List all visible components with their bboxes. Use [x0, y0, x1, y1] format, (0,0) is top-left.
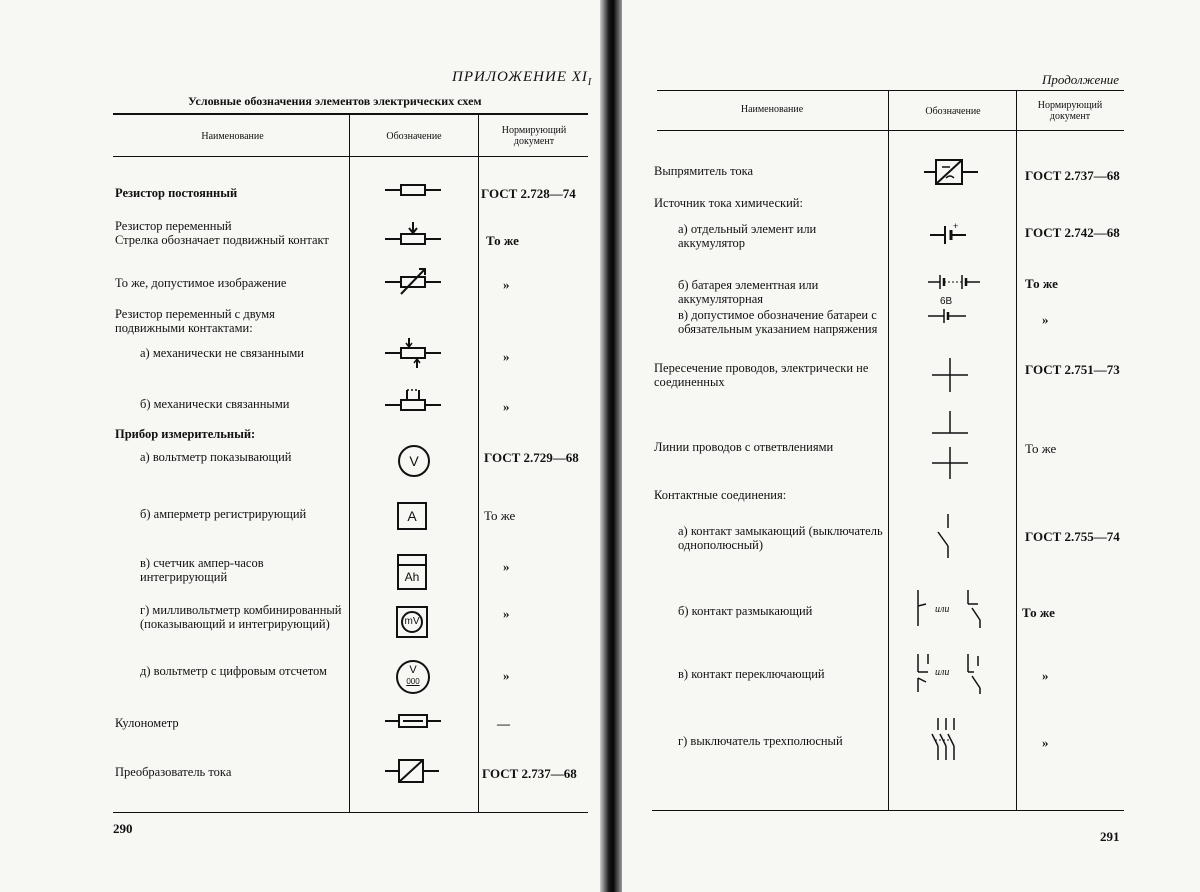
- row-doc: ГОСТ 2.755—74: [1025, 529, 1120, 544]
- fixed-resistor-symbol: [385, 180, 445, 200]
- millivoltmeter-symbol: [396, 606, 428, 638]
- column-divider: [478, 113, 479, 813]
- row-name: а) механически не связанными: [140, 346, 304, 360]
- double-contact-resistor-symbol: [385, 336, 445, 370]
- millivoltmeter-label: mV: [401, 611, 423, 633]
- or-label: или: [935, 604, 950, 615]
- row-name: Контактные соединения:: [654, 488, 787, 502]
- table-top-rule: [657, 90, 1124, 91]
- row-doc: ГОСТ 2.737—68: [1025, 168, 1120, 183]
- table-header-rule: [657, 130, 1124, 131]
- continuation-label: Продолжение: [1042, 72, 1120, 87]
- row-name: д) вольтметр с цифровым отсчетом: [140, 664, 327, 678]
- coulometer-symbol: [385, 711, 445, 731]
- row-name: Преобразователь тока: [115, 765, 232, 779]
- row-doc: —: [497, 716, 510, 731]
- battery-voltage-symbol: [928, 306, 978, 326]
- row-name: в) счетчик ампер-часов интегрирующий: [140, 556, 264, 584]
- row-name: Резистор переменный с двумя подвижными контактами:: [115, 307, 275, 335]
- variable-resistor-alt-symbol: [385, 266, 445, 296]
- row-name: Резистор постоянный: [115, 186, 238, 200]
- row-doc: »: [503, 668, 510, 683]
- header-symbol: Обозначение: [925, 106, 981, 117]
- row-doc: То же: [484, 508, 516, 523]
- row-name: б) амперметр регистрирующий: [140, 507, 307, 521]
- table-title: Условные обозначения элементов электрических схем: [188, 94, 482, 108]
- row-doc: ГОСТ 2.737—68: [482, 766, 577, 781]
- page-number: 291: [1100, 829, 1120, 844]
- wire-crossing-symbol: [932, 358, 972, 392]
- row-name: б) контакт размыкающий: [678, 604, 813, 618]
- row-name: а) вольтметр показывающий: [140, 450, 292, 464]
- row-doc: То же: [1022, 605, 1055, 620]
- row-name: Источник тока химический:: [654, 196, 803, 210]
- row-doc: ГОСТ 2.742—68: [1025, 225, 1120, 240]
- variable-resistor-symbol: [385, 222, 445, 248]
- row-doc: ГОСТ 2.729—68: [484, 450, 579, 465]
- page-number: 290: [113, 821, 133, 836]
- or-label: или: [935, 667, 950, 678]
- right-page: [622, 0, 1200, 892]
- digital-voltmeter-symbol: [396, 660, 430, 694]
- row-doc: »: [503, 559, 510, 574]
- row-doc: ГОСТ 2.751—73: [1025, 362, 1120, 377]
- header-doc: Нормирующий документ: [501, 125, 567, 147]
- make-contact-symbol: [934, 514, 964, 558]
- row-doc: »: [1042, 668, 1049, 683]
- amp-hour-meter-label: Ah: [404, 570, 420, 584]
- changeover-contact-symbol: [912, 654, 992, 694]
- row-doc: ГОСТ 2.728—74: [481, 186, 576, 201]
- current-converter-symbol: [385, 758, 445, 784]
- table-header-rule: [113, 156, 588, 157]
- row-doc: »: [1042, 735, 1049, 750]
- row-name: Прибор измерительный:: [115, 427, 256, 441]
- voltmeter-symbol: V: [398, 445, 430, 477]
- header-symbol: Обозначение: [386, 131, 442, 142]
- row-name: г) выключатель трехполюсный: [678, 734, 843, 748]
- row-name: а) контакт замыкающий (выключатель однополюсный): [678, 524, 883, 552]
- row-doc: »: [503, 277, 510, 292]
- digital-voltmeter-label: V: [409, 664, 417, 676]
- wire-branch-symbol: [932, 411, 972, 481]
- row-name: Линии проводов с ответвлениями: [654, 440, 834, 454]
- row-name: То же, допустимое изображение: [115, 276, 287, 290]
- cell-symbol: [930, 222, 970, 244]
- battery-symbol: [928, 272, 988, 292]
- table-bottom-rule: [652, 810, 1124, 811]
- row-name: а) отдельный элемент или аккумулятор: [678, 222, 817, 250]
- book-gutter: [600, 0, 622, 892]
- row-name: Резистор переменный Стрелка обозначает подвижный контакт: [115, 219, 329, 247]
- row-name: б) батарея элементная или аккумуляторная: [678, 278, 819, 306]
- row-name: Выпрямитель тока: [654, 164, 754, 178]
- ammeter-symbol: A: [397, 502, 427, 530]
- row-name: в) контакт переключающий: [678, 667, 825, 681]
- row-doc: То же: [1025, 441, 1057, 456]
- appendix-heading: ПРИЛОЖЕНИЕ $XI_I$: [452, 69, 593, 88]
- column-divider: [888, 90, 889, 810]
- row-doc: »: [1042, 312, 1049, 327]
- column-divider: [349, 113, 350, 813]
- break-contact-symbol: [912, 590, 992, 630]
- header-name: Наименование: [201, 131, 264, 142]
- row-doc: »: [503, 606, 510, 621]
- row-name: б) механически связанными: [140, 397, 290, 411]
- battery-voltage-label: 6В: [940, 296, 953, 307]
- row-doc: »: [503, 399, 510, 414]
- amp-hour-meter-symbol: [397, 554, 427, 590]
- table-top-rule: [113, 113, 588, 115]
- rectifier-symbol: [924, 158, 984, 186]
- row-name: г) милливольтметр комбинированный (показывающий и интегрирующий): [140, 603, 342, 631]
- row-name: в) допустимое обозначение батареи с обязательным указанием напряжения: [678, 308, 878, 336]
- three-pole-switch-symbol: [930, 718, 966, 762]
- row-doc: То же: [1025, 276, 1058, 291]
- digital-voltmeter-readout: 000: [406, 677, 420, 686]
- row-doc: »: [503, 349, 510, 364]
- linked-contact-resistor-symbol: [385, 388, 445, 414]
- row-doc: То же: [486, 233, 519, 248]
- column-divider: [1016, 90, 1017, 810]
- table-bottom-rule: [113, 812, 588, 813]
- row-name: Кулонометр: [115, 716, 179, 730]
- svg-text:+: +: [953, 221, 959, 231]
- header-doc: Нормирующий документ: [1037, 100, 1103, 122]
- row-name: Пересечение проводов, электрически не соединенных: [654, 361, 869, 389]
- header-name: Наименование: [740, 104, 804, 115]
